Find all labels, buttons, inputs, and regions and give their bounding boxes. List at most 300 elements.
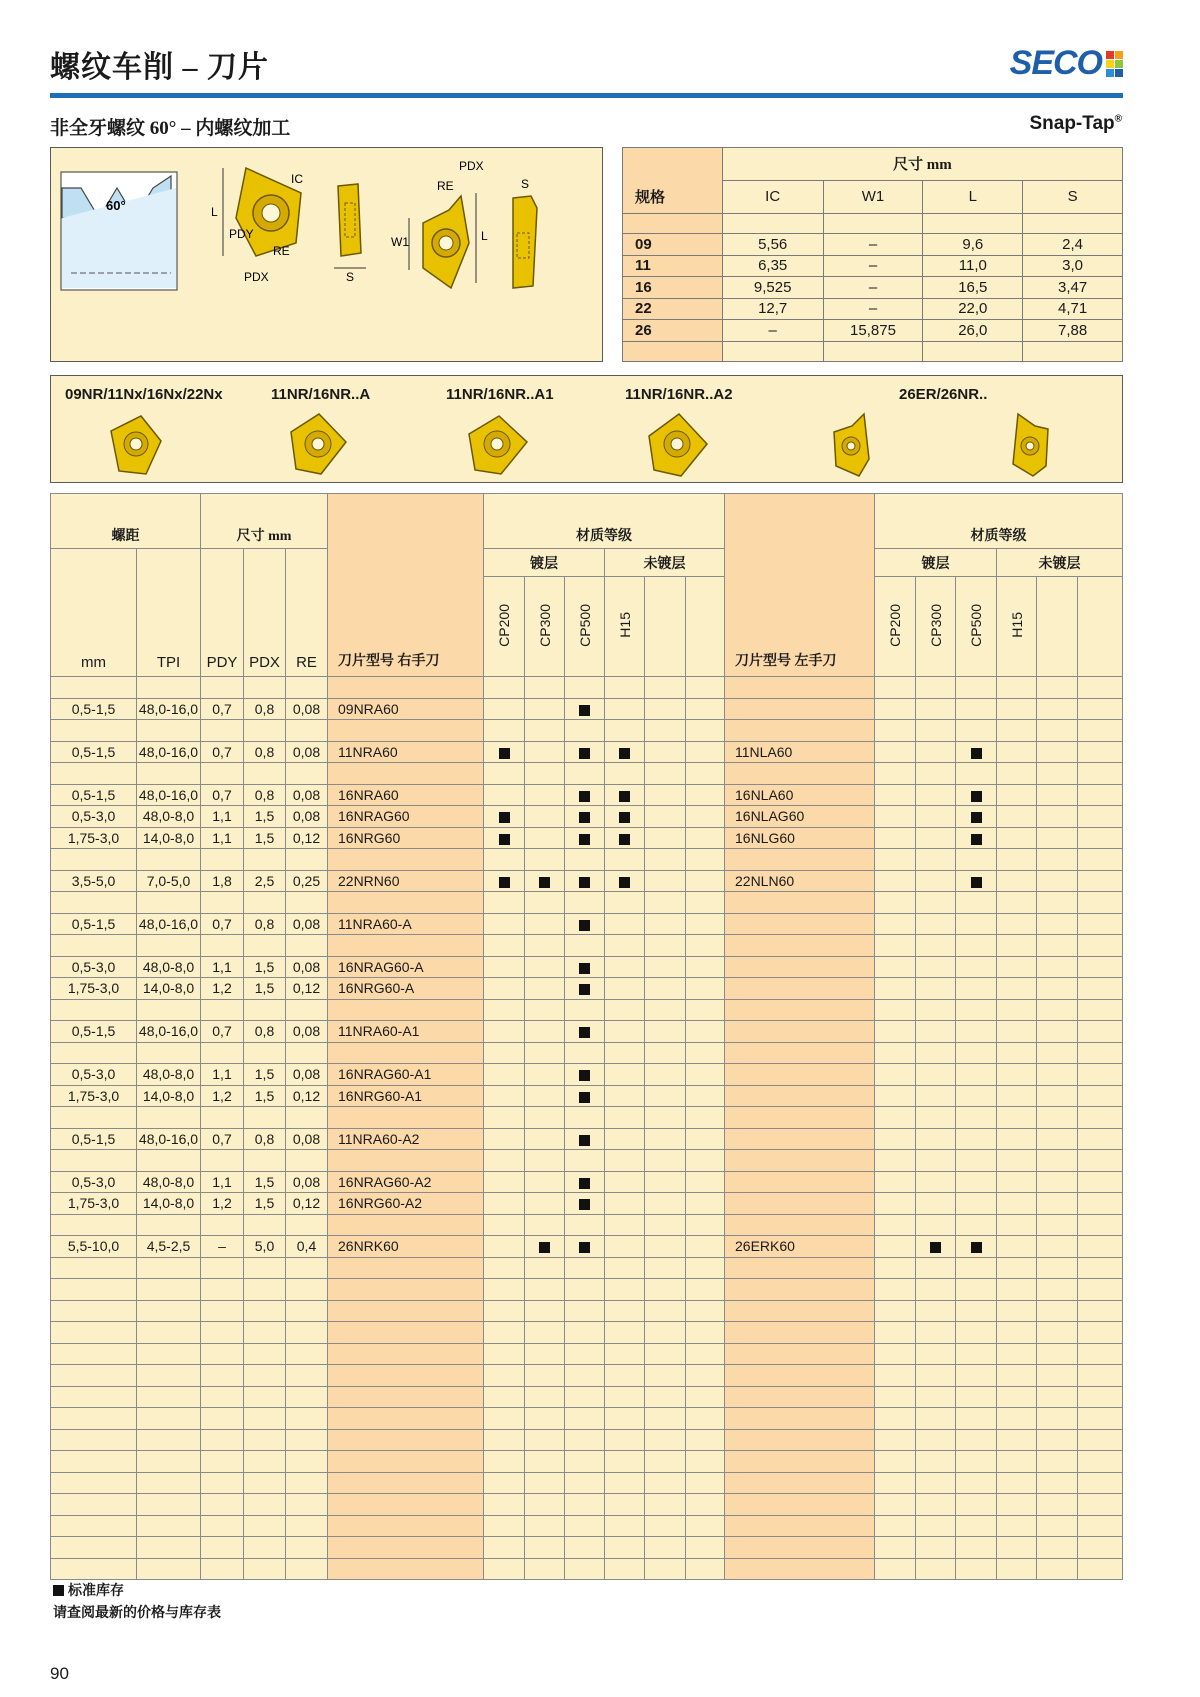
cell-grade-right bbox=[525, 1429, 565, 1451]
header-uncoated-right: 未镀层 bbox=[605, 549, 725, 577]
cell-grade-left bbox=[1078, 935, 1123, 957]
cell-grade-left bbox=[875, 1300, 916, 1322]
stock-square-icon bbox=[971, 877, 982, 888]
cell-pdx bbox=[244, 849, 286, 871]
cell-grade-right bbox=[686, 1472, 725, 1494]
cell-grade-left bbox=[875, 1472, 916, 1494]
cell-mm bbox=[51, 1515, 137, 1537]
cell-re bbox=[286, 935, 328, 957]
cell-tpi: 48,0-8,0 bbox=[137, 1064, 201, 1086]
cell-grade-left bbox=[916, 827, 956, 849]
cell-pdy bbox=[201, 1386, 244, 1408]
cell-grade-right bbox=[565, 999, 605, 1021]
stock-square-icon bbox=[579, 1027, 590, 1038]
dim-ic-label: IC bbox=[291, 172, 303, 186]
cell-grade-right bbox=[645, 1322, 686, 1344]
cell-mm bbox=[51, 1107, 137, 1129]
cell-grade-left bbox=[875, 1236, 916, 1258]
cell-grade-right bbox=[605, 1429, 645, 1451]
registered-mark: ® bbox=[1114, 113, 1122, 125]
cell-grade-right bbox=[686, 1515, 725, 1537]
cell-grade-left bbox=[1037, 1537, 1078, 1559]
stock-square-icon bbox=[619, 877, 630, 888]
title-rule bbox=[50, 93, 1123, 98]
cell-left-code bbox=[725, 1021, 875, 1043]
cell-right-code bbox=[328, 1494, 484, 1516]
cell-grade-left bbox=[916, 849, 956, 871]
cell-grade-left bbox=[875, 763, 916, 785]
spec-cell-s: 3,47 bbox=[1023, 277, 1123, 299]
cell-re: 0,12 bbox=[286, 978, 328, 1000]
cell-pdy bbox=[201, 1365, 244, 1387]
cell-grade-right bbox=[645, 677, 686, 699]
table-row bbox=[51, 1064, 1123, 1086]
cell-tpi bbox=[137, 935, 201, 957]
dim-s2-label: S bbox=[521, 177, 530, 191]
grade-cp500-right: CP500 bbox=[565, 577, 605, 677]
cell-pdx bbox=[244, 1257, 286, 1279]
cell-grade-right bbox=[525, 913, 565, 935]
seco-logo bbox=[1010, 44, 1123, 83]
dim-re2-label: RE bbox=[437, 179, 454, 193]
cell-pdy bbox=[201, 1257, 244, 1279]
cell-grade-right bbox=[605, 827, 645, 849]
cell-grade-right bbox=[565, 1193, 605, 1215]
table-row bbox=[51, 1171, 1123, 1193]
grade-cp300-left: CP300 bbox=[916, 577, 956, 677]
cell-grade-left bbox=[875, 1085, 916, 1107]
cell-grade-right bbox=[645, 1128, 686, 1150]
cell-re bbox=[286, 1107, 328, 1129]
cell-grade-right bbox=[484, 1236, 525, 1258]
cell-grade-right bbox=[565, 1085, 605, 1107]
cell-right-code bbox=[328, 1537, 484, 1559]
cell-tpi bbox=[137, 1408, 201, 1430]
cell-grade-left bbox=[956, 978, 997, 1000]
cell-tpi: 48,0-16,0 bbox=[137, 1021, 201, 1043]
cell-tpi bbox=[137, 1386, 201, 1408]
cell-grade-right bbox=[645, 1171, 686, 1193]
cell-right-code: 16NRAG60 bbox=[328, 806, 484, 828]
cell-grade-right bbox=[565, 1021, 605, 1043]
cell-grade-right bbox=[525, 978, 565, 1000]
cell-grade-left bbox=[997, 956, 1037, 978]
table-row bbox=[51, 1257, 1123, 1279]
cell-grade-right bbox=[605, 978, 645, 1000]
cell-grade-left bbox=[997, 913, 1037, 935]
stock-square-icon bbox=[971, 748, 982, 759]
cell-grade-left bbox=[916, 1107, 956, 1129]
grade-cp200-right: CP200 bbox=[484, 577, 525, 677]
cell-grade-right bbox=[605, 913, 645, 935]
cell-grade-left bbox=[997, 1515, 1037, 1537]
cell-mm bbox=[51, 1365, 137, 1387]
cell-grade-left bbox=[916, 1021, 956, 1043]
cell-pdx bbox=[244, 1214, 286, 1236]
cell-grade-left bbox=[875, 698, 916, 720]
cell-grade-left bbox=[997, 1451, 1037, 1473]
table-row bbox=[51, 784, 1123, 806]
cell-grade-right bbox=[605, 1408, 645, 1430]
spec-cell-s: 7,88 bbox=[1023, 320, 1123, 342]
table-row bbox=[51, 1193, 1123, 1215]
cell-grade-left bbox=[997, 1494, 1037, 1516]
cell-grade-right bbox=[525, 1064, 565, 1086]
cell-grade-left bbox=[1037, 827, 1078, 849]
spec-cell-w1: – bbox=[823, 298, 923, 320]
cell-grade-left bbox=[997, 1343, 1037, 1365]
cell-grade-right bbox=[645, 1236, 686, 1258]
cell-left-code bbox=[725, 1343, 875, 1365]
cell-pdy bbox=[201, 892, 244, 914]
stock-square-icon bbox=[619, 791, 630, 802]
cell-grade-left bbox=[916, 978, 956, 1000]
cell-pdx: 1,5 bbox=[244, 1085, 286, 1107]
cell-grade-left bbox=[997, 1472, 1037, 1494]
table-row bbox=[51, 1408, 1123, 1430]
spec-cell-size: 22 bbox=[623, 298, 723, 320]
cell-grade-right bbox=[686, 870, 725, 892]
cell-grade-right bbox=[605, 1451, 645, 1473]
cell-grade-left bbox=[997, 1085, 1037, 1107]
insert-26nr-icon bbox=[1013, 414, 1048, 476]
cell-grade-left bbox=[956, 1451, 997, 1473]
cell-tpi: 4,5-2,5 bbox=[137, 1236, 201, 1258]
table-row bbox=[51, 677, 1123, 699]
cell-grade-right bbox=[525, 1279, 565, 1301]
cell-mm: 3,5-5,0 bbox=[51, 870, 137, 892]
cell-grade-right bbox=[645, 1429, 686, 1451]
cell-right-code bbox=[328, 1451, 484, 1473]
cell-re: 0,08 bbox=[286, 784, 328, 806]
cell-grade-left bbox=[1037, 1257, 1078, 1279]
cell-pdy: 1,2 bbox=[201, 1193, 244, 1215]
cell-grade-left bbox=[956, 784, 997, 806]
cell-re: 0,08 bbox=[286, 698, 328, 720]
cell-grade-right bbox=[605, 1537, 645, 1559]
angle-label: 60° bbox=[106, 198, 126, 213]
cell-pdx: 1,5 bbox=[244, 1171, 286, 1193]
cell-grade-right bbox=[605, 870, 645, 892]
cell-grade-right bbox=[565, 1107, 605, 1129]
cell-grade-right bbox=[645, 978, 686, 1000]
cell-grade-right bbox=[565, 1322, 605, 1344]
cell-grade-left bbox=[1037, 741, 1078, 763]
cell-right-code bbox=[328, 892, 484, 914]
cell-tpi bbox=[137, 1107, 201, 1129]
cell-pdx: 5,0 bbox=[244, 1236, 286, 1258]
cell-grade-right bbox=[484, 806, 525, 828]
header-pdy: PDY bbox=[201, 549, 244, 677]
stock-square-icon bbox=[619, 812, 630, 823]
cell-grade-right bbox=[605, 1021, 645, 1043]
cell-grade-right bbox=[686, 1150, 725, 1172]
cell-grade-left bbox=[997, 1257, 1037, 1279]
cell-grade-left bbox=[1078, 956, 1123, 978]
cell-grade-left bbox=[916, 1042, 956, 1064]
table-row bbox=[51, 1386, 1123, 1408]
cell-pdy bbox=[201, 720, 244, 742]
cell-grade-right bbox=[484, 849, 525, 871]
spec-cell-ic: 9,525 bbox=[722, 277, 823, 299]
header-mm: mm bbox=[51, 549, 137, 677]
cell-grade-left bbox=[956, 1279, 997, 1301]
cell-tpi bbox=[137, 1150, 201, 1172]
cell-grade-left bbox=[875, 913, 916, 935]
cell-grade-left bbox=[875, 956, 916, 978]
cell-grade-left bbox=[916, 1537, 956, 1559]
cell-grade-left bbox=[875, 741, 916, 763]
cell-grade-left bbox=[1078, 1257, 1123, 1279]
cell-grade-right bbox=[686, 1451, 725, 1473]
cell-grade-left bbox=[997, 1193, 1037, 1215]
cell-grade-right bbox=[645, 870, 686, 892]
cell-pdx bbox=[244, 999, 286, 1021]
cell-right-code: 11NRA60 bbox=[328, 741, 484, 763]
cell-grade-right bbox=[645, 1257, 686, 1279]
table-row bbox=[51, 1322, 1123, 1344]
cell-mm bbox=[51, 1408, 137, 1430]
cell-grade-right bbox=[645, 698, 686, 720]
cell-grade-left bbox=[1078, 1365, 1123, 1387]
cell-grade-left bbox=[997, 677, 1037, 699]
cell-grade-right bbox=[565, 720, 605, 742]
cell-left-code bbox=[725, 1408, 875, 1430]
cell-grade-left bbox=[956, 741, 997, 763]
cell-left-code: 22NLN60 bbox=[725, 870, 875, 892]
stock-square-icon bbox=[579, 1178, 590, 1189]
cell-left-code bbox=[725, 1515, 875, 1537]
cell-tpi bbox=[137, 720, 201, 742]
cell-grade-left bbox=[1078, 1021, 1123, 1043]
cell-left-code bbox=[725, 1193, 875, 1215]
cell-pdy: 0,7 bbox=[201, 913, 244, 935]
table-row bbox=[51, 763, 1123, 785]
stock-square-icon bbox=[579, 1242, 590, 1253]
cell-grade-right bbox=[645, 892, 686, 914]
cell-grade-left bbox=[875, 1322, 916, 1344]
cell-grade-right bbox=[484, 1279, 525, 1301]
cell-pdy bbox=[201, 1472, 244, 1494]
cell-tpi: 7,0-5,0 bbox=[137, 870, 201, 892]
cell-grade-right bbox=[686, 1343, 725, 1365]
cell-mm: 0,5-3,0 bbox=[51, 806, 137, 828]
table-row bbox=[51, 1343, 1123, 1365]
product-brand: Snap-Tap® bbox=[1029, 113, 1122, 134]
cell-grade-right bbox=[645, 913, 686, 935]
cell-right-code bbox=[328, 1472, 484, 1494]
cell-left-code bbox=[725, 913, 875, 935]
cell-grade-left bbox=[956, 935, 997, 957]
cell-right-code bbox=[328, 1429, 484, 1451]
cell-grade-left bbox=[956, 1085, 997, 1107]
cell-tpi bbox=[137, 892, 201, 914]
cell-grade-right bbox=[484, 1472, 525, 1494]
cell-grade-left bbox=[1078, 827, 1123, 849]
cell-grade-left bbox=[875, 1386, 916, 1408]
cell-grade-right bbox=[645, 1150, 686, 1172]
cell-grade-left bbox=[956, 1214, 997, 1236]
cell-grade-left bbox=[956, 1021, 997, 1043]
cell-grade-right bbox=[525, 1214, 565, 1236]
cell-pdy: – bbox=[201, 1236, 244, 1258]
cell-grade-left bbox=[956, 1429, 997, 1451]
cell-grade-right bbox=[525, 763, 565, 785]
cell-left-code bbox=[725, 892, 875, 914]
cell-mm bbox=[51, 999, 137, 1021]
cell-grade-right bbox=[645, 1494, 686, 1516]
cell-grade-left bbox=[956, 1472, 997, 1494]
cell-re: 0,08 bbox=[286, 956, 328, 978]
cell-grade-right bbox=[645, 1558, 686, 1580]
cell-left-code: 11NLA60 bbox=[725, 741, 875, 763]
cell-pdx bbox=[244, 1408, 286, 1430]
cell-grade-right bbox=[565, 1558, 605, 1580]
cell-tpi bbox=[137, 1322, 201, 1344]
cell-grade-right bbox=[686, 1042, 725, 1064]
cell-grade-left bbox=[1078, 1193, 1123, 1215]
cell-re bbox=[286, 1408, 328, 1430]
cell-grade-right bbox=[565, 978, 605, 1000]
cell-pdy bbox=[201, 1343, 244, 1365]
cell-grade-right bbox=[686, 784, 725, 806]
cell-grade-right bbox=[565, 1451, 605, 1473]
cell-grade-right bbox=[565, 806, 605, 828]
cell-re bbox=[286, 1494, 328, 1516]
cell-grade-right bbox=[645, 1300, 686, 1322]
spec-row bbox=[623, 234, 1123, 256]
cell-grade-right bbox=[525, 1515, 565, 1537]
cell-grade-left bbox=[875, 1064, 916, 1086]
cell-grade-right bbox=[605, 1107, 645, 1129]
cell-grade-right bbox=[565, 763, 605, 785]
table-row bbox=[51, 1429, 1123, 1451]
spec-cell-size: 16 bbox=[623, 277, 723, 299]
cell-re: 0,08 bbox=[286, 1021, 328, 1043]
spec-col-ic: IC bbox=[722, 180, 823, 213]
cell-grade-left bbox=[1078, 1537, 1123, 1559]
table-row bbox=[51, 978, 1123, 1000]
cell-grade-right bbox=[525, 1150, 565, 1172]
cell-grade-left bbox=[916, 1386, 956, 1408]
cell-left-code bbox=[725, 935, 875, 957]
cell-mm bbox=[51, 677, 137, 699]
cell-pdx bbox=[244, 1472, 286, 1494]
cell-grade-right bbox=[565, 784, 605, 806]
cell-pdx bbox=[244, 935, 286, 957]
cell-re bbox=[286, 892, 328, 914]
cell-grade-left bbox=[1037, 1408, 1078, 1430]
cell-pdy bbox=[201, 935, 244, 957]
cell-right-code: 22NRN60 bbox=[328, 870, 484, 892]
cell-grade-right bbox=[525, 827, 565, 849]
cell-grade-right bbox=[605, 720, 645, 742]
cell-re bbox=[286, 1365, 328, 1387]
cell-grade-right bbox=[484, 1537, 525, 1559]
spec-cell-l: 16,5 bbox=[923, 277, 1023, 299]
cell-grade-left bbox=[956, 698, 997, 720]
grade-cp500-left: CP500 bbox=[956, 577, 997, 677]
stock-square-icon bbox=[579, 984, 590, 995]
cell-pdy: 1,1 bbox=[201, 1064, 244, 1086]
cell-left-code bbox=[725, 698, 875, 720]
cell-grade-right bbox=[605, 806, 645, 828]
cell-grade-right bbox=[686, 806, 725, 828]
cell-tpi bbox=[137, 999, 201, 1021]
cell-grade-right bbox=[645, 935, 686, 957]
cell-mm: 0,5-1,5 bbox=[51, 784, 137, 806]
cell-grade-right bbox=[645, 741, 686, 763]
cell-left-code bbox=[725, 1472, 875, 1494]
cell-pdx: 2,5 bbox=[244, 870, 286, 892]
insert-type-label: 11NR/16NR..A bbox=[271, 386, 371, 403]
stock-square-icon bbox=[499, 812, 510, 823]
table-row bbox=[51, 1537, 1123, 1559]
cell-grade-left bbox=[1037, 1343, 1078, 1365]
cell-grade-left bbox=[956, 677, 997, 699]
cell-grade-left bbox=[1078, 1386, 1123, 1408]
cell-grade-right bbox=[605, 1214, 645, 1236]
cell-grade-left bbox=[1078, 1558, 1123, 1580]
cell-grade-left bbox=[956, 999, 997, 1021]
cell-grade-left bbox=[1078, 1128, 1123, 1150]
cell-grade-right bbox=[525, 1494, 565, 1516]
cell-grade-left bbox=[916, 1300, 956, 1322]
cell-grade-left bbox=[916, 913, 956, 935]
cell-mm bbox=[51, 1042, 137, 1064]
dim-s-label: S bbox=[346, 270, 355, 284]
cell-mm bbox=[51, 763, 137, 785]
header-grade-right: 材质等级 bbox=[484, 494, 725, 549]
logo-mark-icon bbox=[1106, 51, 1123, 77]
cell-pdx bbox=[244, 1515, 286, 1537]
legend-stock: 标准库存 bbox=[53, 1581, 221, 1603]
cell-grade-left bbox=[956, 892, 997, 914]
cell-re: 0,08 bbox=[286, 741, 328, 763]
cell-grade-right bbox=[605, 763, 645, 785]
cell-tpi bbox=[137, 763, 201, 785]
cell-grade-right bbox=[565, 827, 605, 849]
cell-pdx bbox=[244, 1537, 286, 1559]
cell-grade-right bbox=[605, 1085, 645, 1107]
header-pitch: 螺距 bbox=[51, 494, 201, 549]
cell-grade-left bbox=[956, 806, 997, 828]
cell-grade-left bbox=[875, 806, 916, 828]
cell-grade-right bbox=[686, 1171, 725, 1193]
cell-grade-right bbox=[686, 956, 725, 978]
cell-grade-right bbox=[686, 1021, 725, 1043]
cell-grade-left bbox=[997, 1279, 1037, 1301]
cell-left-code bbox=[725, 720, 875, 742]
insert-side-view-icon bbox=[338, 184, 361, 256]
cell-left-code bbox=[725, 999, 875, 1021]
cell-grade-left bbox=[916, 698, 956, 720]
cell-grade-left bbox=[956, 956, 997, 978]
cell-grade-left bbox=[1037, 1472, 1078, 1494]
cell-grade-right bbox=[686, 1236, 725, 1258]
cell-grade-right bbox=[645, 1085, 686, 1107]
cell-pdy bbox=[201, 999, 244, 1021]
cell-grade-left bbox=[1078, 1322, 1123, 1344]
insert-type-label: 26ER/26NR.. bbox=[899, 386, 988, 403]
table-row bbox=[51, 1279, 1123, 1301]
cell-right-code bbox=[328, 1042, 484, 1064]
spec-cell-size: 11 bbox=[623, 255, 723, 277]
stock-square-icon bbox=[539, 1242, 550, 1253]
page-number: 90 bbox=[50, 1664, 69, 1683]
cell-tpi bbox=[137, 1365, 201, 1387]
cell-grade-right bbox=[525, 677, 565, 699]
